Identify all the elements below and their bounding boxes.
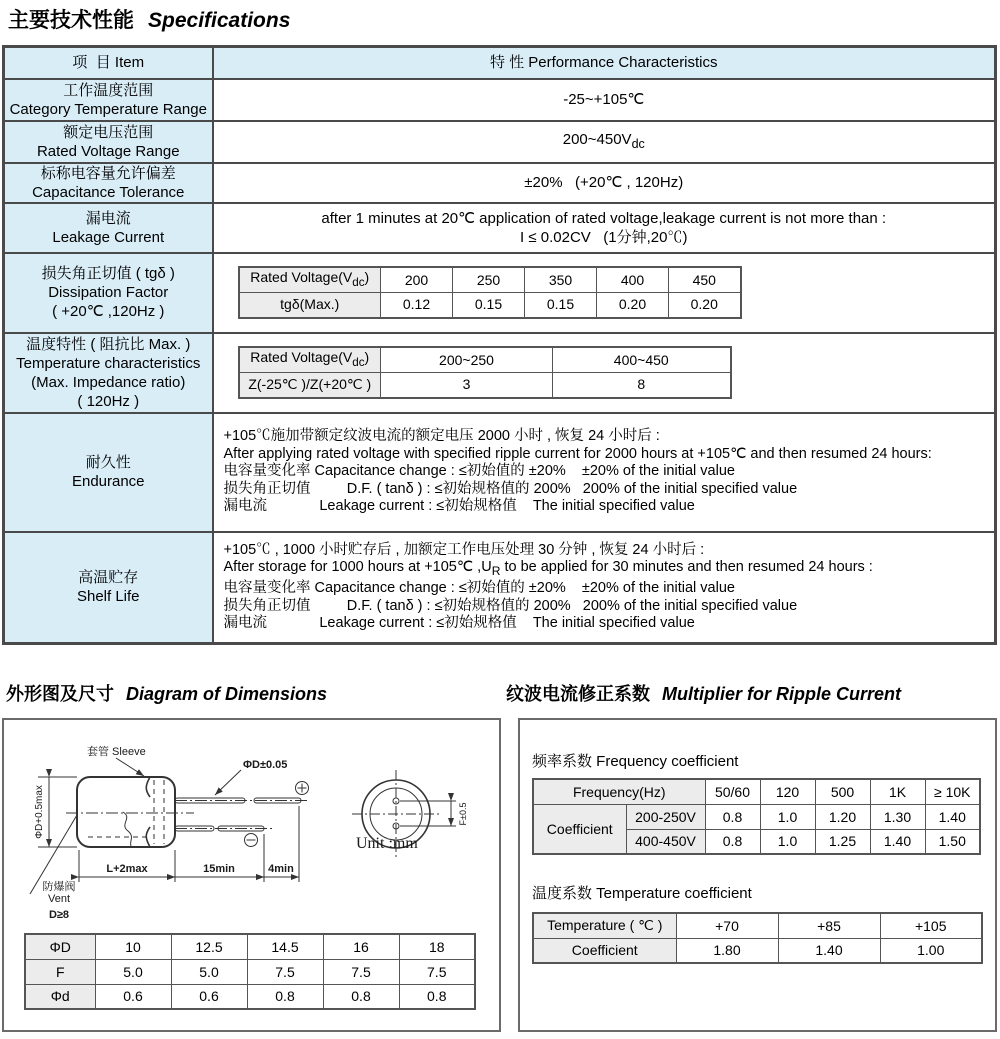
table-row bbox=[4, 79, 996, 121]
ripple-box bbox=[518, 718, 997, 1032]
dimensions-box bbox=[2, 718, 501, 1032]
df-row-label: tgδ(Max.) bbox=[239, 293, 381, 318]
table-row bbox=[4, 413, 996, 532]
polarity-minus-icon bbox=[245, 834, 258, 847]
table-row: Coefficient 1.80 1.40 1.00 bbox=[533, 938, 982, 963]
table-row: Temperature ( ℃ ) +70 +85 +105 bbox=[533, 913, 982, 938]
page-title-en: Specifications bbox=[148, 9, 291, 32]
col-header-performance: 特 性 Performance Characteristics bbox=[213, 47, 996, 79]
row-label-tolerance: 标称电容量允许偏差 Capacitance Tolerance bbox=[4, 163, 213, 203]
label-sleeve: 套管 Sleeve bbox=[87, 746, 146, 758]
table-row bbox=[4, 253, 996, 333]
freq-coefficient-group: Coefficient bbox=[533, 804, 626, 854]
table-row bbox=[4, 333, 996, 413]
value-dissipation bbox=[213, 253, 996, 333]
label-d8: D≥8 bbox=[48, 909, 70, 921]
frequency-coefficient-table bbox=[532, 778, 981, 855]
label-lead-4min: 4min bbox=[268, 863, 294, 875]
impedance-ratio-table: Rated $Voltage(V_{dc})$ 200~250 400~450 Z(-25℃ )/Z(+20℃ ) 3 8 bbox=[238, 346, 732, 398]
row-label-endurance: 耐久性 Endurance bbox=[4, 413, 213, 532]
specifications-table bbox=[2, 45, 997, 645]
row-label-voltage-range: 额定电压范围 Rated Voltage Range bbox=[4, 121, 213, 163]
col-header-item: 项 目 Item bbox=[4, 47, 213, 79]
value-temp-characteristics bbox=[213, 333, 996, 413]
label-lead-diameter: ΦD±0.05 bbox=[243, 759, 288, 771]
freq-header: Frequency(Hz) bbox=[533, 779, 705, 804]
df-header-rated-voltage: Rated $Voltage(V_{dc})$ bbox=[239, 267, 381, 292]
value-endurance: +105℃施加带额定纹波电流的额定电压 2000 小时 , 恢复 24 小时后 : After applying rated voltage with specified ripple current for 2000 hours at +105℃ and then resumed 24 hours: 电容量变化率 Capacitance change : ≤初始值的 ±20% ±20% of the initial value 损失角正切值 D.F. ( tanδ ) : ≤初始规格值的 200% 200% of the initial specified value 漏电流 Leakage current : ≤初始规格值 The initial specified value bbox=[213, 413, 996, 532]
table-row bbox=[4, 121, 996, 163]
table-row: Frequency(Hz) 50/60 120 500 1K ≥ 10K bbox=[533, 779, 980, 804]
label-vent-cn: 防爆阀 bbox=[42, 881, 76, 893]
table-row bbox=[4, 163, 996, 203]
label-f-dimension: F±0.5 bbox=[458, 802, 468, 826]
table-row bbox=[4, 532, 996, 644]
temp-header: Temperature ( ℃ ) bbox=[533, 913, 676, 938]
dimensions-section-title: 外形图及尺寸 Diagram of Dimensions bbox=[6, 684, 328, 704]
label-body-diameter: ΦD+0.5max bbox=[34, 785, 45, 839]
row-label-shelf-life: 高温贮存 Shelf Life bbox=[4, 532, 213, 644]
label-vent-en: Vent bbox=[47, 893, 71, 905]
temperature-coefficient-table bbox=[532, 912, 983, 964]
table-row: Φd 0.6 0.6 0.8 0.8 0.8 bbox=[25, 984, 475, 1009]
leakage-line2: I ≤ 0.02CV (1分钟,20℃) bbox=[520, 228, 688, 246]
page-title-cn: 主要技术性能 bbox=[8, 9, 134, 32]
tc-row-label: Z(-25℃ )/Z(+20℃ ) bbox=[239, 373, 381, 398]
value-voltage-range: $200\sim 450V_{dc}$ bbox=[213, 121, 996, 163]
label-body-length: L+2max bbox=[106, 863, 148, 875]
value-temp-range: -25~+105℃ bbox=[213, 79, 996, 121]
leakage-line1: after 1 minutes at 20℃ application of rated voltage,leakage current is not more than : bbox=[321, 209, 887, 227]
row-label-temp-range: 工作温度范围 Category Temperature Range bbox=[4, 79, 213, 121]
capacitor-dimension-diagram bbox=[4, 720, 499, 932]
table-row: ΦD 10 12.5 14.5 16 18 bbox=[25, 934, 475, 959]
lead-dimension-table bbox=[24, 933, 476, 1010]
frequency-coefficient-label: 频率系数 Frequency coefficient bbox=[532, 753, 739, 770]
row-label-dissipation: 损失角正切值 ( tgδ ) Dissipation Factor ( +20℃ ,120Hz ) bbox=[4, 253, 213, 333]
value-shelf-life: +105℃ , 1000 小时贮存后 , 加额定工作电压处理 30 分钟 , 恢复 24 小时后 : After storage for 1000 hours at +105℃ $,U_R$ to be applied for 30 minutes and then resumed 24 hours : 电容量变化率 Capacitance change : ≤初始值的 ±20% ±20% of the initial value 损失角正切值 D.F. ( tanδ ) : ≤初始规格值的 200% 200% of the initial specified value 漏电流 Leakage current : ≤初始规格值 The initial specified value bbox=[213, 532, 996, 644]
tc-header-rated-voltage: Rated $Voltage(V_{dc})$ bbox=[239, 347, 381, 372]
label-unit-mm: Unit :mm bbox=[356, 835, 418, 852]
table-row: 400-450V 0.8 1.0 1.25 1.40 1.50 bbox=[533, 829, 980, 854]
polarity-plus-icon bbox=[296, 782, 309, 795]
row-label-temp-characteristics: 温度特性 ( 阻抗比 Max. ) Temperature characteristics (Max. Impedance ratio) ( 120Hz ) bbox=[4, 333, 213, 413]
table-row bbox=[4, 203, 996, 253]
ripple-section-title: 纹波电流修正系数 Multiplier for Ripple Current bbox=[506, 684, 902, 704]
label-lead-15min: 15min bbox=[203, 863, 235, 875]
dissipation-factor-table: Rated $Voltage(V_{dc})$ 200 250 350 400 450 tgδ(Max.) 0.12 0.15 0.15 0.20 0.20 bbox=[238, 266, 742, 318]
table-row: Coefficient 200-250V 0.8 1.0 1.20 1.30 1.40 bbox=[533, 804, 980, 829]
value-tolerance: ±20% (+20℃ , 120Hz) bbox=[213, 163, 996, 203]
table-row: F 5.0 5.0 7.5 7.5 7.5 bbox=[25, 959, 475, 984]
page-title bbox=[8, 4, 290, 34]
row-label-leakage: 漏电流 Leakage Current bbox=[4, 203, 213, 253]
temp-coefficient-label: Coefficient bbox=[533, 938, 676, 963]
temperature-coefficient-label: 温度系数 Temperature coefficient bbox=[532, 885, 752, 902]
value-leakage bbox=[213, 203, 996, 253]
